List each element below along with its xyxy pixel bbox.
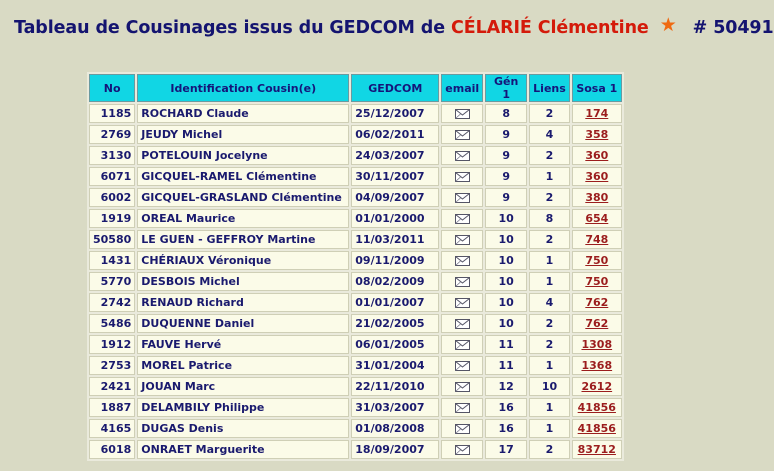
title-person-name: CÉLARIÉ Clémentine <box>451 18 649 38</box>
cell-email[interactable] <box>441 440 483 459</box>
cell-sosa1 <box>572 272 622 291</box>
table-row <box>89 230 622 249</box>
table-row <box>89 167 622 186</box>
cell-gen1: 11 <box>485 335 527 354</box>
header-no: No <box>89 74 135 102</box>
table-row <box>89 314 622 333</box>
cousins-table <box>87 72 624 461</box>
cell-gedcom-date: 25/12/2007 <box>351 104 439 123</box>
envelope-icon[interactable] <box>455 130 470 140</box>
cell-liens: 2 <box>529 104 570 123</box>
header-identification: Identification Cousin(e) <box>137 74 349 102</box>
cell-email[interactable] <box>441 335 483 354</box>
cell-email[interactable] <box>441 398 483 417</box>
cell-gen1: 10 <box>485 293 527 312</box>
envelope-icon[interactable] <box>455 445 470 455</box>
cell-gen1: 9 <box>485 125 527 144</box>
sosa-link[interactable]: 750 <box>585 275 609 288</box>
envelope-icon[interactable] <box>455 214 470 224</box>
cell-cousin-name: ROCHARD Claude <box>137 104 349 123</box>
cell-gedcom-date: 22/11/2010 <box>351 377 439 396</box>
cell-gen1: 17 <box>485 440 527 459</box>
envelope-icon[interactable] <box>455 424 470 434</box>
sosa-link[interactable]: 2612 <box>581 380 613 393</box>
cell-email[interactable] <box>441 125 483 144</box>
cell-liens: 1 <box>529 272 570 291</box>
title-prefix: Tableau de Cousinages issus du GEDCOM de <box>14 18 445 38</box>
cell-email[interactable] <box>441 146 483 165</box>
cell-email[interactable] <box>441 188 483 207</box>
cell-no: 1919 <box>89 209 135 228</box>
cell-no: 6018 <box>89 440 135 459</box>
cell-sosa1 <box>572 440 622 459</box>
cell-email[interactable] <box>441 251 483 270</box>
cell-cousin-name: POTELOUIN Jocelyne <box>137 146 349 165</box>
envelope-icon[interactable] <box>455 235 470 245</box>
table-row <box>89 293 622 312</box>
envelope-icon[interactable] <box>455 403 470 413</box>
cell-liens: 1 <box>529 251 570 270</box>
cell-gen1: 16 <box>485 398 527 417</box>
cell-no: 1887 <box>89 398 135 417</box>
cell-gen1: 9 <box>485 167 527 186</box>
cell-no: 2742 <box>89 293 135 312</box>
cell-sosa1 <box>572 230 622 249</box>
page-title <box>14 16 774 38</box>
envelope-icon[interactable] <box>455 382 470 392</box>
cell-no: 2421 <box>89 377 135 396</box>
sosa-link[interactable]: 762 <box>585 296 609 309</box>
cell-liens: 4 <box>529 293 570 312</box>
sosa-link[interactable]: 41856 <box>577 422 616 435</box>
envelope-icon[interactable] <box>455 151 470 161</box>
table-row <box>89 251 622 270</box>
table-row <box>89 146 622 165</box>
cell-gen1: 10 <box>485 251 527 270</box>
cell-cousin-name: JOUAN Marc <box>137 377 349 396</box>
cell-no: 1431 <box>89 251 135 270</box>
sosa-link[interactable]: 1308 <box>581 338 613 351</box>
cell-liens: 4 <box>529 125 570 144</box>
cell-sosa1 <box>572 335 622 354</box>
header-email: email <box>441 74 483 102</box>
cell-cousin-name: OREAL Maurice <box>137 209 349 228</box>
cell-liens: 8 <box>529 209 570 228</box>
cell-sosa1 <box>572 314 622 333</box>
cell-liens: 1 <box>529 419 570 438</box>
cell-email[interactable] <box>441 314 483 333</box>
cell-email[interactable] <box>441 209 483 228</box>
envelope-icon[interactable] <box>455 193 470 203</box>
cell-gedcom-date: 04/09/2007 <box>351 188 439 207</box>
cell-gedcom-date: 06/01/2005 <box>351 335 439 354</box>
cell-gedcom-date: 31/01/2004 <box>351 356 439 375</box>
cell-cousin-name: GICQUEL-GRASLAND Clémentine <box>137 188 349 207</box>
sosa-link[interactable]: 360 <box>585 170 609 183</box>
cell-no: 3130 <box>89 146 135 165</box>
cell-sosa1 <box>572 125 622 144</box>
cell-no: 1185 <box>89 104 135 123</box>
sosa-link[interactable]: 41856 <box>577 401 616 414</box>
sosa-link[interactable]: 762 <box>585 317 609 330</box>
sosa-link[interactable]: 1368 <box>581 359 613 372</box>
cell-cousin-name: ONRAET Marguerite <box>137 440 349 459</box>
header-liens: Liens <box>529 74 570 102</box>
cell-sosa1 <box>572 251 622 270</box>
envelope-icon[interactable] <box>455 109 470 119</box>
envelope-icon[interactable] <box>455 172 470 182</box>
cell-gedcom-date: 01/01/2000 <box>351 209 439 228</box>
sosa-link[interactable]: 83712 <box>577 443 616 456</box>
cell-no: 2753 <box>89 356 135 375</box>
cell-cousin-name: GICQUEL-RAMEL Clémentine <box>137 167 349 186</box>
cell-sosa1 <box>572 293 622 312</box>
cell-gedcom-date: 01/08/2008 <box>351 419 439 438</box>
envelope-icon[interactable] <box>455 298 470 308</box>
cell-liens: 2 <box>529 440 570 459</box>
cell-email[interactable] <box>441 419 483 438</box>
envelope-icon[interactable] <box>455 361 470 371</box>
cell-email[interactable] <box>441 356 483 375</box>
cell-liens: 2 <box>529 230 570 249</box>
cell-gedcom-date: 21/02/2005 <box>351 314 439 333</box>
table-body <box>89 104 622 459</box>
cell-liens: 1 <box>529 356 570 375</box>
table-row <box>89 419 622 438</box>
sosa-link[interactable]: 750 <box>585 254 609 267</box>
cell-sosa1 <box>572 377 622 396</box>
sosa-link[interactable]: 358 <box>585 128 609 141</box>
cell-gen1: 10 <box>485 230 527 249</box>
cell-gen1: 9 <box>485 188 527 207</box>
cell-sosa1 <box>572 356 622 375</box>
cell-no: 50580 <box>89 230 135 249</box>
sosa-link[interactable]: 380 <box>585 191 609 204</box>
cell-sosa1 <box>572 398 622 417</box>
cell-gedcom-date: 11/03/2011 <box>351 230 439 249</box>
cell-gen1: 10 <box>485 272 527 291</box>
cell-gen1: 10 <box>485 209 527 228</box>
cell-no: 6002 <box>89 188 135 207</box>
cell-cousin-name: DUGAS Denis <box>137 419 349 438</box>
cell-no: 1912 <box>89 335 135 354</box>
cell-email[interactable] <box>441 293 483 312</box>
sosa-link[interactable]: 174 <box>585 107 609 120</box>
cell-gedcom-date: 06/02/2011 <box>351 125 439 144</box>
envelope-icon[interactable] <box>455 340 470 350</box>
cell-liens: 2 <box>529 314 570 333</box>
cell-liens: 2 <box>529 188 570 207</box>
cell-no: 4165 <box>89 419 135 438</box>
cell-email[interactable] <box>441 377 483 396</box>
cell-gen1: 8 <box>485 104 527 123</box>
cell-gedcom-date: 24/03/2007 <box>351 146 439 165</box>
cell-cousin-name: RENAUD Richard <box>137 293 349 312</box>
cell-liens: 2 <box>529 335 570 354</box>
table-row <box>89 272 622 291</box>
cell-gedcom-date: 18/09/2007 <box>351 440 439 459</box>
cell-cousin-name: JEUDY Michel <box>137 125 349 144</box>
table-row <box>89 125 622 144</box>
cell-no: 2769 <box>89 125 135 144</box>
table-row <box>89 356 622 375</box>
cell-cousin-name: DESBOIS Michel <box>137 272 349 291</box>
table-row <box>89 440 622 459</box>
cell-liens: 1 <box>529 167 570 186</box>
header-gen1: Gén 1 <box>485 74 527 102</box>
cell-liens: 10 <box>529 377 570 396</box>
cell-sosa1 <box>572 146 622 165</box>
envelope-icon[interactable] <box>455 319 470 329</box>
cell-gen1: 16 <box>485 419 527 438</box>
cell-no: 6071 <box>89 167 135 186</box>
title-person-number: # 50491 <box>692 18 774 38</box>
cell-cousin-name: FAUVE Hervé <box>137 335 349 354</box>
cell-no: 5486 <box>89 314 135 333</box>
cell-liens: 1 <box>529 398 570 417</box>
header-sosa1: Sosa 1 <box>572 74 622 102</box>
table-header-row <box>89 74 622 102</box>
cell-sosa1 <box>572 104 622 123</box>
cell-gedcom-date: 08/02/2009 <box>351 272 439 291</box>
sosa-link[interactable]: 654 <box>585 212 609 225</box>
table-row <box>89 188 622 207</box>
cell-gedcom-date: 01/01/2007 <box>351 293 439 312</box>
table-row <box>89 104 622 123</box>
cell-gen1: 10 <box>485 314 527 333</box>
sosa-link[interactable]: 748 <box>585 233 609 246</box>
cell-email[interactable] <box>441 104 483 123</box>
cell-sosa1 <box>572 167 622 186</box>
table-row <box>89 209 622 228</box>
cell-gen1: 11 <box>485 356 527 375</box>
table-row <box>89 377 622 396</box>
cell-email[interactable] <box>441 167 483 186</box>
cell-sosa1 <box>572 188 622 207</box>
header-gedcom: GEDCOM <box>351 74 439 102</box>
cell-gen1: 9 <box>485 146 527 165</box>
cell-cousin-name: LE GUEN - GEFFROY Martine <box>137 230 349 249</box>
table-row <box>89 335 622 354</box>
cell-gedcom-date: 30/11/2007 <box>351 167 439 186</box>
cell-sosa1 <box>572 419 622 438</box>
envelope-icon[interactable] <box>455 256 470 266</box>
cell-email[interactable] <box>441 272 483 291</box>
cell-cousin-name: CHÉRIAUX Véronique <box>137 251 349 270</box>
cell-sosa1 <box>572 209 622 228</box>
cell-liens: 2 <box>529 146 570 165</box>
cell-cousin-name: DELAMBILY Philippe <box>137 398 349 417</box>
cell-cousin-name: DUQUENNE Daniel <box>137 314 349 333</box>
cell-gedcom-date: 31/03/2007 <box>351 398 439 417</box>
cell-no: 5770 <box>89 272 135 291</box>
cell-gedcom-date: 09/11/2009 <box>351 251 439 270</box>
sosa-link[interactable]: 360 <box>585 149 609 162</box>
cell-email[interactable] <box>441 230 483 249</box>
cell-gen1: 12 <box>485 377 527 396</box>
cell-cousin-name: MOREL Patrice <box>137 356 349 375</box>
envelope-icon[interactable] <box>455 277 470 287</box>
star-icon: ★ <box>659 14 677 36</box>
table-row <box>89 398 622 417</box>
